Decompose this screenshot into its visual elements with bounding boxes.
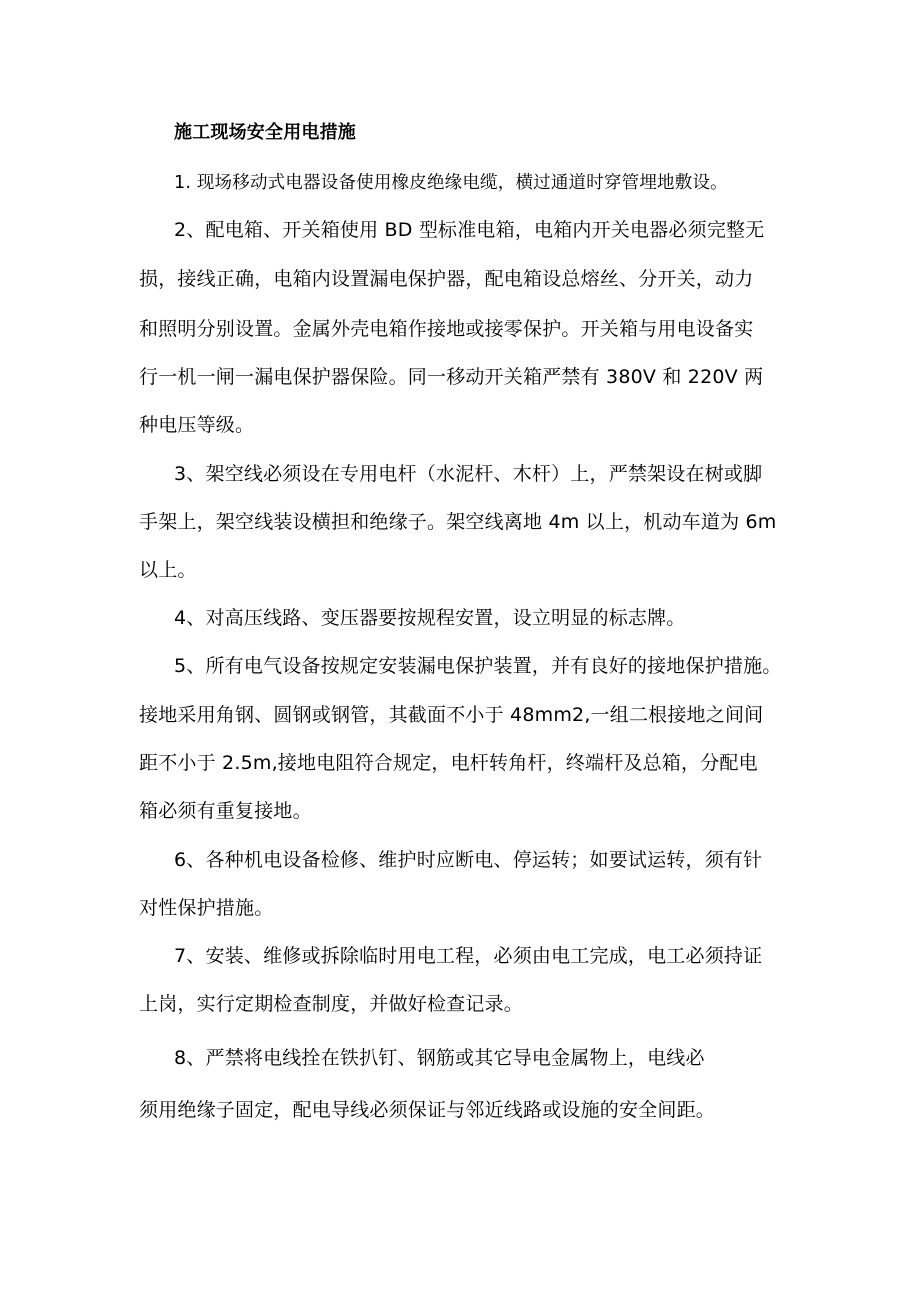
paragraph-6-line-1: 6、各种机电设备检修、维护时应断电、停运转；如要试运转，须有针 <box>174 849 763 871</box>
paragraph-5-line-3: 距不小于 2.5m,接地电阻符合规定，电杆转角杆，终端杆及总箱，分配电 <box>139 752 758 774</box>
document-title: 施工现场安全用电措施 <box>174 122 356 143</box>
paragraph-2-line-2: 损，接线正确，电箱内设置漏电保护器，配电箱设总熔丝、分开关，动力 <box>139 268 754 290</box>
paragraph-3-line-1: 3、架空线必须设在专用电杆（水泥杆、木杆）上，严禁架设在树或脚 <box>174 463 763 485</box>
paragraph-7-line-2: 上岗，实行定期检查制度，并做好检查记录。 <box>139 993 524 1015</box>
paragraph-8-line-2: 须用绝缘子固定，配电导线必须保证与邻近线路或设施的安全间距。 <box>139 1099 716 1121</box>
paragraph-6-line-2: 对性保护措施。 <box>139 897 274 919</box>
paragraph-2-line-4: 行一机一闸一漏电保护器保险。同一移动开关箱严禁有 380V 和 220V 两 <box>139 366 764 388</box>
paragraph-5-line-2: 接地采用角钢、圆钢或钢管，其截面不小于 48mm2,一组二根接地之间间 <box>139 704 764 726</box>
paragraph-7-line-1: 7、安装、维修或拆除临时用电工程，必须由电工完成，电工必须持证 <box>174 945 763 967</box>
paragraph-3-line-3: 以上。 <box>139 559 197 581</box>
paragraph-5-line-1: 5、所有电气设备按规定安装漏电保护装置，并有良好的接地保护措施。 <box>174 655 782 677</box>
paragraph-3-line-2: 手架上，架空线装设横担和绝缘子。架空线离地 4m 以上，机动车道为 6m <box>139 511 777 533</box>
paragraph-8-line-1: 8、严禁将电线拴在铁扒钉、钢筋或其它导电金属物上，电线必 <box>174 1047 705 1069</box>
paragraph-2-line-3: 和照明分别设置。金属外壳电箱作接地或接零保护。开关箱与用电设备实 <box>139 318 754 340</box>
paragraph-2-line-5: 种电压等级。 <box>139 414 255 436</box>
paragraph-2-line-1: 2、配电箱、开关箱使用 BD 型标准电箱，电箱内开关电器必须完整无 <box>174 219 765 241</box>
paragraph-5-line-4: 箱必须有重复接地。 <box>139 800 312 822</box>
paragraph-4-line-1: 4、对高压线路、变压器要按规程安置，设立明显的标志牌。 <box>174 607 686 629</box>
paragraph-1-line-1: 1. 现场移动式电器设备使用橡皮绝缘电缆，横过通道时穿管埋地敷设。 <box>174 173 728 193</box>
